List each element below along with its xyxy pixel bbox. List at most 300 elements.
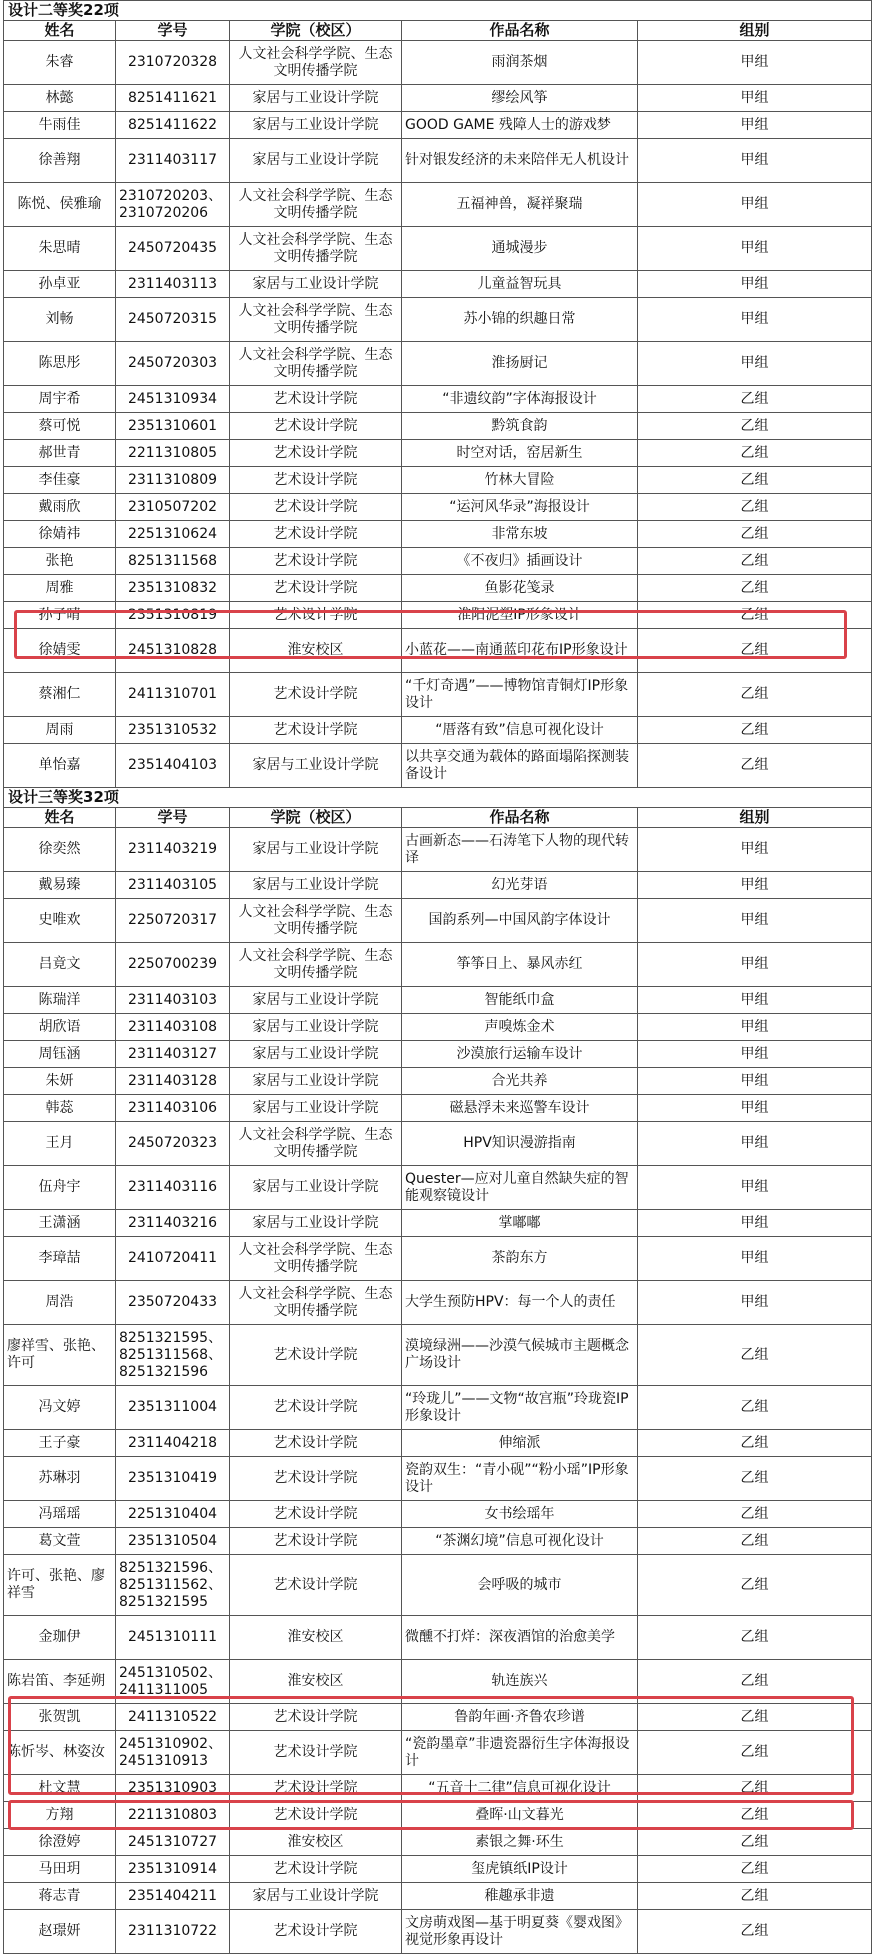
table-row xyxy=(4,1910,872,1954)
college-cell: 家居与工业设计学院 xyxy=(230,1883,402,1910)
student-id-cell: 2351310532 xyxy=(116,717,230,744)
group-cell: 乙组 xyxy=(638,1386,872,1430)
table-row xyxy=(4,602,872,629)
work-title-cell: 国韵系列—中国风韵字体设计 xyxy=(402,899,638,943)
column-header: 姓名 xyxy=(4,808,116,828)
name-cell: 冯瑶瑶 xyxy=(4,1501,116,1528)
college-cell: 人文社会科学学院、生态文明传播学院 xyxy=(230,1122,402,1166)
table-row xyxy=(4,1210,872,1237)
college-cell: 艺术设计学院 xyxy=(230,1731,402,1775)
work-title-cell: 瓷韵双生：“青小砚”“粉小瑶”IP形象设计 xyxy=(402,1457,638,1501)
award-table xyxy=(3,0,872,1954)
table-row xyxy=(4,183,872,227)
group-cell: 乙组 xyxy=(638,717,872,744)
name-cell: 廖祥雪、张艳、许可 xyxy=(4,1325,116,1386)
work-title-cell: 竹林大冒险 xyxy=(402,467,638,494)
table-row xyxy=(4,744,872,788)
table-row xyxy=(4,1731,872,1775)
column-header: 组别 xyxy=(638,808,872,828)
student-id-cell: 2311403105 xyxy=(116,872,230,899)
name-cell: 葛文萱 xyxy=(4,1528,116,1555)
work-title-cell: “厝落有致”信息可视化设计 xyxy=(402,717,638,744)
group-cell: 甲组 xyxy=(638,1068,872,1095)
college-cell: 家居与工业设计学院 xyxy=(230,987,402,1014)
name-cell: 方翔 xyxy=(4,1802,116,1829)
name-cell: 赵璟妍 xyxy=(4,1910,116,1954)
group-cell: 乙组 xyxy=(638,1802,872,1829)
column-header: 学号 xyxy=(116,21,230,41)
student-id-cell: 2451310502、2411311005 xyxy=(116,1660,230,1704)
work-title-cell: 非常东坡 xyxy=(402,521,638,548)
group-cell: 甲组 xyxy=(638,828,872,872)
name-cell: 徐澄婷 xyxy=(4,1829,116,1856)
work-title-cell: 女书绘瑶年 xyxy=(402,1501,638,1528)
college-cell: 艺术设计学院 xyxy=(230,1802,402,1829)
award-table-body xyxy=(4,1,872,1954)
name-cell: 林懿 xyxy=(4,85,116,112)
table-row xyxy=(4,673,872,717)
work-title-cell: 幻光芽语 xyxy=(402,872,638,899)
college-cell: 家居与工业设计学院 xyxy=(230,1095,402,1122)
college-cell: 淮安校区 xyxy=(230,1616,402,1660)
table-row xyxy=(4,1068,872,1095)
student-id-cell: 2311403113 xyxy=(116,271,230,298)
student-id-cell: 2351310819 xyxy=(116,602,230,629)
column-header: 作品名称 xyxy=(402,808,638,828)
college-cell: 人文社会科学学院、生态文明传播学院 xyxy=(230,899,402,943)
work-title-cell: “瓷韵墨章”非遗瓷器衍生字体海报设计 xyxy=(402,1731,638,1775)
work-title-cell: “玲珑儿”——文物“故宫瓶”玲珑瓷IP形象设计 xyxy=(402,1386,638,1430)
name-cell: 单怡嘉 xyxy=(4,744,116,788)
table-row xyxy=(4,271,872,298)
table-row xyxy=(4,1775,872,1802)
student-id-cell: 2351310504 xyxy=(116,1528,230,1555)
student-id-cell: 2351404103 xyxy=(116,744,230,788)
group-cell: 乙组 xyxy=(638,1704,872,1731)
student-id-cell: 2311403117 xyxy=(116,139,230,183)
work-title-cell: 淮扬厨记 xyxy=(402,342,638,386)
group-cell: 乙组 xyxy=(638,521,872,548)
work-title-cell: “运河风华录”海报设计 xyxy=(402,494,638,521)
table-row xyxy=(4,342,872,386)
work-title-cell: 大学生预防HPV：每一个人的责任 xyxy=(402,1281,638,1325)
college-cell: 家居与工业设计学院 xyxy=(230,1210,402,1237)
group-cell: 甲组 xyxy=(638,1122,872,1166)
work-title-cell: 淮阳泥塑IP形象设计 xyxy=(402,602,638,629)
table-row xyxy=(4,1166,872,1210)
student-id-cell: 2410720411 xyxy=(116,1237,230,1281)
student-id-cell: 2311403128 xyxy=(116,1068,230,1095)
work-title-cell: 缪绘风筝 xyxy=(402,85,638,112)
group-cell: 乙组 xyxy=(638,1775,872,1802)
student-id-cell: 2450720303 xyxy=(116,342,230,386)
name-cell: 张艳 xyxy=(4,548,116,575)
group-cell: 甲组 xyxy=(638,1237,872,1281)
table-row xyxy=(4,1802,872,1829)
group-cell: 乙组 xyxy=(638,602,872,629)
table-row xyxy=(4,413,872,440)
student-id-cell: 2351311004 xyxy=(116,1386,230,1430)
table-row xyxy=(4,139,872,183)
work-title-cell: 素银之舞·环生 xyxy=(402,1829,638,1856)
section-title-row xyxy=(4,788,872,808)
college-cell: 艺术设计学院 xyxy=(230,494,402,521)
table-row xyxy=(4,1704,872,1731)
college-cell: 艺术设计学院 xyxy=(230,1430,402,1457)
name-cell: 李佳豪 xyxy=(4,467,116,494)
column-header: 作品名称 xyxy=(402,21,638,41)
work-title-cell: 筝筝日上、暴风赤红 xyxy=(402,943,638,987)
student-id-cell: 2351310419 xyxy=(116,1457,230,1501)
college-cell: 艺术设计学院 xyxy=(230,386,402,413)
student-id-cell: 2351310903 xyxy=(116,1775,230,1802)
work-title-cell: 微醺不打烊：深夜酒馆的治愈美学 xyxy=(402,1616,638,1660)
table-row xyxy=(4,1616,872,1660)
work-title-cell: 时空对话，窑居新生 xyxy=(402,440,638,467)
name-cell: 陈忻岑、林姿汝 xyxy=(4,1731,116,1775)
name-cell: 周雅 xyxy=(4,575,116,602)
student-id-cell: 2311404218 xyxy=(116,1430,230,1457)
college-cell: 家居与工业设计学院 xyxy=(230,828,402,872)
college-cell: 家居与工业设计学院 xyxy=(230,872,402,899)
student-id-cell: 2451310727 xyxy=(116,1829,230,1856)
college-cell: 艺术设计学院 xyxy=(230,1856,402,1883)
work-title-cell: 合光共养 xyxy=(402,1068,638,1095)
table-row xyxy=(4,1856,872,1883)
name-cell: 陈瑞洋 xyxy=(4,987,116,1014)
name-cell: 杜文慧 xyxy=(4,1775,116,1802)
work-title-cell: 稚趣承非遗 xyxy=(402,1883,638,1910)
student-id-cell: 2450720323 xyxy=(116,1122,230,1166)
name-cell: 孙卓亚 xyxy=(4,271,116,298)
work-title-cell: 五福神兽，凝祥聚瑞 xyxy=(402,183,638,227)
college-cell: 艺术设计学院 xyxy=(230,1325,402,1386)
name-cell: 徐婧祎 xyxy=(4,521,116,548)
college-cell: 艺术设计学院 xyxy=(230,575,402,602)
college-cell: 艺术设计学院 xyxy=(230,1910,402,1954)
work-title-cell: 茶韵东方 xyxy=(402,1237,638,1281)
table-row xyxy=(4,548,872,575)
work-title-cell: 黔筑食韵 xyxy=(402,413,638,440)
student-id-cell: 2451310934 xyxy=(116,386,230,413)
table-row xyxy=(4,521,872,548)
table-row xyxy=(4,1501,872,1528)
student-id-cell: 2351310832 xyxy=(116,575,230,602)
college-cell: 艺术设计学院 xyxy=(230,602,402,629)
name-cell: 戴雨欣 xyxy=(4,494,116,521)
college-cell: 艺术设计学院 xyxy=(230,1775,402,1802)
student-id-cell: 2251310624 xyxy=(116,521,230,548)
student-id-cell: 8251321595、8251311568、8251321596 xyxy=(116,1325,230,1386)
student-id-cell: 2450720435 xyxy=(116,227,230,271)
college-cell: 人文社会科学学院、生态文明传播学院 xyxy=(230,1281,402,1325)
group-cell: 乙组 xyxy=(638,1883,872,1910)
student-id-cell: 2451310902、2451310913 xyxy=(116,1731,230,1775)
table-row xyxy=(4,1430,872,1457)
name-cell: 史唯欢 xyxy=(4,899,116,943)
work-title-cell: “非遗纹韵”字体海报设计 xyxy=(402,386,638,413)
name-cell: 王月 xyxy=(4,1122,116,1166)
table-row xyxy=(4,440,872,467)
student-id-cell: 2311403216 xyxy=(116,1210,230,1237)
student-id-cell: 2250720317 xyxy=(116,899,230,943)
name-cell: 冯文婷 xyxy=(4,1386,116,1430)
student-id-cell: 2311403106 xyxy=(116,1095,230,1122)
work-title-cell: 鱼影花笺录 xyxy=(402,575,638,602)
column-header: 姓名 xyxy=(4,21,116,41)
name-cell: 刘畅 xyxy=(4,298,116,342)
group-cell: 乙组 xyxy=(638,440,872,467)
college-cell: 家居与工业设计学院 xyxy=(230,139,402,183)
name-cell: 周宇希 xyxy=(4,386,116,413)
table-row xyxy=(4,872,872,899)
student-id-cell: 2311310722 xyxy=(116,1910,230,1954)
work-title-cell: 磁悬浮未来巡警车设计 xyxy=(402,1095,638,1122)
table-row xyxy=(4,575,872,602)
student-id-cell: 2311310809 xyxy=(116,467,230,494)
name-cell: 朱妍 xyxy=(4,1068,116,1095)
work-title-cell: 古画新态——石涛笔下人物的现代转译 xyxy=(402,828,638,872)
work-title-cell: “千灯奇遇”——博物馆青铜灯IP形象设计 xyxy=(402,673,638,717)
group-cell: 甲组 xyxy=(638,1014,872,1041)
college-cell: 人文社会科学学院、生态文明传播学院 xyxy=(230,298,402,342)
name-cell: 陈悦、侯雅瑜 xyxy=(4,183,116,227)
table-row xyxy=(4,717,872,744)
work-title-cell: 会呼吸的城市 xyxy=(402,1555,638,1616)
name-cell: 张贺凯 xyxy=(4,1704,116,1731)
group-cell: 乙组 xyxy=(638,413,872,440)
name-cell: 吕竟文 xyxy=(4,943,116,987)
student-id-cell: 2311403127 xyxy=(116,1041,230,1068)
work-title-cell: 苏小锦的织趣日常 xyxy=(402,298,638,342)
name-cell: 孙子晴 xyxy=(4,602,116,629)
student-id-cell: 2311403103 xyxy=(116,987,230,1014)
college-cell: 艺术设计学院 xyxy=(230,1528,402,1555)
college-cell: 人文社会科学学院、生态文明传播学院 xyxy=(230,227,402,271)
college-cell: 艺术设计学院 xyxy=(230,521,402,548)
work-title-cell: 轨连族兴 xyxy=(402,1660,638,1704)
column-header: 学院（校区） xyxy=(230,21,402,41)
group-cell: 甲组 xyxy=(638,899,872,943)
name-cell: 徐善翔 xyxy=(4,139,116,183)
table-row xyxy=(4,1883,872,1910)
name-cell: 周雨 xyxy=(4,717,116,744)
work-title-cell: “五音十二律”信息可视化设计 xyxy=(402,1775,638,1802)
name-cell: 陈思彤 xyxy=(4,342,116,386)
column-header: 学院（校区） xyxy=(230,808,402,828)
group-cell: 甲组 xyxy=(638,271,872,298)
table-row xyxy=(4,1014,872,1041)
student-id-cell: 2451310828 xyxy=(116,629,230,673)
name-cell: 周浩 xyxy=(4,1281,116,1325)
table-row xyxy=(4,298,872,342)
section-title: 设计二等奖22项 xyxy=(4,1,872,21)
work-title-cell: “茶渊幻境”信息可视化设计 xyxy=(402,1528,638,1555)
student-id-cell: 8251411621 xyxy=(116,85,230,112)
name-cell: 马田玥 xyxy=(4,1856,116,1883)
group-cell: 乙组 xyxy=(638,1501,872,1528)
group-cell: 乙组 xyxy=(638,494,872,521)
student-id-cell: 8251311568 xyxy=(116,548,230,575)
work-title-cell: GOOD GAME 残障人士的游戏梦 xyxy=(402,112,638,139)
college-cell: 艺术设计学院 xyxy=(230,1386,402,1430)
college-cell: 艺术设计学院 xyxy=(230,717,402,744)
group-cell: 乙组 xyxy=(638,629,872,673)
student-id-cell: 2310507202 xyxy=(116,494,230,521)
group-cell: 甲组 xyxy=(638,872,872,899)
column-header: 组别 xyxy=(638,21,872,41)
work-title-cell: 智能纸巾盒 xyxy=(402,987,638,1014)
college-cell: 家居与工业设计学院 xyxy=(230,744,402,788)
table-row xyxy=(4,227,872,271)
group-cell: 甲组 xyxy=(638,342,872,386)
group-cell: 乙组 xyxy=(638,1457,872,1501)
student-id-cell: 2451310111 xyxy=(116,1616,230,1660)
student-id-cell: 2250700239 xyxy=(116,943,230,987)
student-id-cell: 2311403116 xyxy=(116,1166,230,1210)
table-row xyxy=(4,1386,872,1430)
name-cell: 陈岩笛、李延朔 xyxy=(4,1660,116,1704)
work-title-cell: 文房萌戏图—基于明夏葵《婴戏图》视觉形象再设计 xyxy=(402,1910,638,1954)
table-row xyxy=(4,494,872,521)
work-title-cell: 叠晖·山文暮光 xyxy=(402,1802,638,1829)
name-cell: 李璋喆 xyxy=(4,1237,116,1281)
table-row xyxy=(4,629,872,673)
group-cell: 乙组 xyxy=(638,1910,872,1954)
name-cell: 朱思晴 xyxy=(4,227,116,271)
table-row xyxy=(4,386,872,413)
student-id-cell: 2251310404 xyxy=(116,1501,230,1528)
table-row xyxy=(4,1095,872,1122)
college-cell: 艺术设计学院 xyxy=(230,1501,402,1528)
name-cell: 金珈伊 xyxy=(4,1616,116,1660)
college-cell: 淮安校区 xyxy=(230,629,402,673)
name-cell: 蒋志青 xyxy=(4,1883,116,1910)
header-row xyxy=(4,21,872,41)
name-cell: 朱睿 xyxy=(4,41,116,85)
name-cell: 牛雨佳 xyxy=(4,112,116,139)
group-cell: 甲组 xyxy=(638,183,872,227)
table-row xyxy=(4,112,872,139)
name-cell: 戴易臻 xyxy=(4,872,116,899)
group-cell: 乙组 xyxy=(638,575,872,602)
college-cell: 家居与工业设计学院 xyxy=(230,1068,402,1095)
table-row xyxy=(4,828,872,872)
college-cell: 艺术设计学院 xyxy=(230,440,402,467)
work-title-cell: 儿童益智玩具 xyxy=(402,271,638,298)
student-id-cell: 2211310803 xyxy=(116,1802,230,1829)
college-cell: 人文社会科学学院、生态文明传播学院 xyxy=(230,943,402,987)
name-cell: 徐奕然 xyxy=(4,828,116,872)
college-cell: 人文社会科学学院、生态文明传播学院 xyxy=(230,183,402,227)
college-cell: 家居与工业设计学院 xyxy=(230,1166,402,1210)
group-cell: 乙组 xyxy=(638,1325,872,1386)
group-cell: 甲组 xyxy=(638,112,872,139)
name-cell: 伍舟宇 xyxy=(4,1166,116,1210)
work-title-cell: 鲁韵年画·齐鲁农珍谱 xyxy=(402,1704,638,1731)
college-cell: 艺术设计学院 xyxy=(230,548,402,575)
table-row xyxy=(4,41,872,85)
name-cell: 许可、张艳、廖祥雪 xyxy=(4,1555,116,1616)
table-row xyxy=(4,1237,872,1281)
name-cell: 周钰涵 xyxy=(4,1041,116,1068)
student-id-cell: 2411310701 xyxy=(116,673,230,717)
work-title-cell: 伸缩派 xyxy=(402,1430,638,1457)
group-cell: 乙组 xyxy=(638,1731,872,1775)
group-cell: 甲组 xyxy=(638,41,872,85)
work-title-cell: 掌嘟嘟 xyxy=(402,1210,638,1237)
group-cell: 甲组 xyxy=(638,1166,872,1210)
college-cell: 人文社会科学学院、生态文明传播学院 xyxy=(230,41,402,85)
group-cell: 甲组 xyxy=(638,1095,872,1122)
group-cell: 甲组 xyxy=(638,1210,872,1237)
name-cell: 蔡湘仁 xyxy=(4,673,116,717)
group-cell: 甲组 xyxy=(638,85,872,112)
student-id-cell: 2351310601 xyxy=(116,413,230,440)
name-cell: 蔡可悦 xyxy=(4,413,116,440)
student-id-cell: 2450720315 xyxy=(116,298,230,342)
table-row xyxy=(4,1041,872,1068)
table-row xyxy=(4,1528,872,1555)
college-cell: 艺术设计学院 xyxy=(230,1555,402,1616)
table-row xyxy=(4,1555,872,1616)
group-cell: 乙组 xyxy=(638,1856,872,1883)
table-row xyxy=(4,987,872,1014)
student-id-cell: 2310720203、2310720206 xyxy=(116,183,230,227)
name-cell: 徐婧雯 xyxy=(4,629,116,673)
college-cell: 艺术设计学院 xyxy=(230,467,402,494)
table-row xyxy=(4,1325,872,1386)
table-row xyxy=(4,943,872,987)
name-cell: 郝世青 xyxy=(4,440,116,467)
group-cell: 甲组 xyxy=(638,1041,872,1068)
student-id-cell: 8251321596、8251311562、8251321595 xyxy=(116,1555,230,1616)
work-title-cell: 针对银发经济的未来陪伴无人机设计 xyxy=(402,139,638,183)
student-id-cell: 2211310805 xyxy=(116,440,230,467)
table-row xyxy=(4,1829,872,1856)
table-row xyxy=(4,1281,872,1325)
group-cell: 甲组 xyxy=(638,227,872,271)
student-id-cell: 2311403219 xyxy=(116,828,230,872)
name-cell: 王潇涵 xyxy=(4,1210,116,1237)
student-id-cell: 8251411622 xyxy=(116,112,230,139)
college-cell: 家居与工业设计学院 xyxy=(230,271,402,298)
section-title: 设计三等奖32项 xyxy=(4,788,872,808)
work-title-cell: 通城漫步 xyxy=(402,227,638,271)
college-cell: 家居与工业设计学院 xyxy=(230,1041,402,1068)
group-cell: 乙组 xyxy=(638,467,872,494)
group-cell: 乙组 xyxy=(638,1829,872,1856)
name-cell: 王子豪 xyxy=(4,1430,116,1457)
work-title-cell: 《不夜归》插画设计 xyxy=(402,548,638,575)
name-cell: 胡欣语 xyxy=(4,1014,116,1041)
group-cell: 乙组 xyxy=(638,1660,872,1704)
student-id-cell: 2311403108 xyxy=(116,1014,230,1041)
college-cell: 人文社会科学学院、生态文明传播学院 xyxy=(230,1237,402,1281)
group-cell: 甲组 xyxy=(638,298,872,342)
column-header: 学号 xyxy=(116,808,230,828)
work-title-cell: 小蓝花——南通蓝印花布IP形象设计 xyxy=(402,629,638,673)
table-row xyxy=(4,1457,872,1501)
work-title-cell: 以共享交通为载体的路面塌陷探测装备设计 xyxy=(402,744,638,788)
student-id-cell: 2351310914 xyxy=(116,1856,230,1883)
work-title-cell: Quester—应对儿童自然缺失症的智能观察镜设计 xyxy=(402,1166,638,1210)
group-cell: 乙组 xyxy=(638,548,872,575)
header-row xyxy=(4,808,872,828)
work-title-cell: 雨润茶烟 xyxy=(402,41,638,85)
table-row xyxy=(4,899,872,943)
group-cell: 乙组 xyxy=(638,386,872,413)
